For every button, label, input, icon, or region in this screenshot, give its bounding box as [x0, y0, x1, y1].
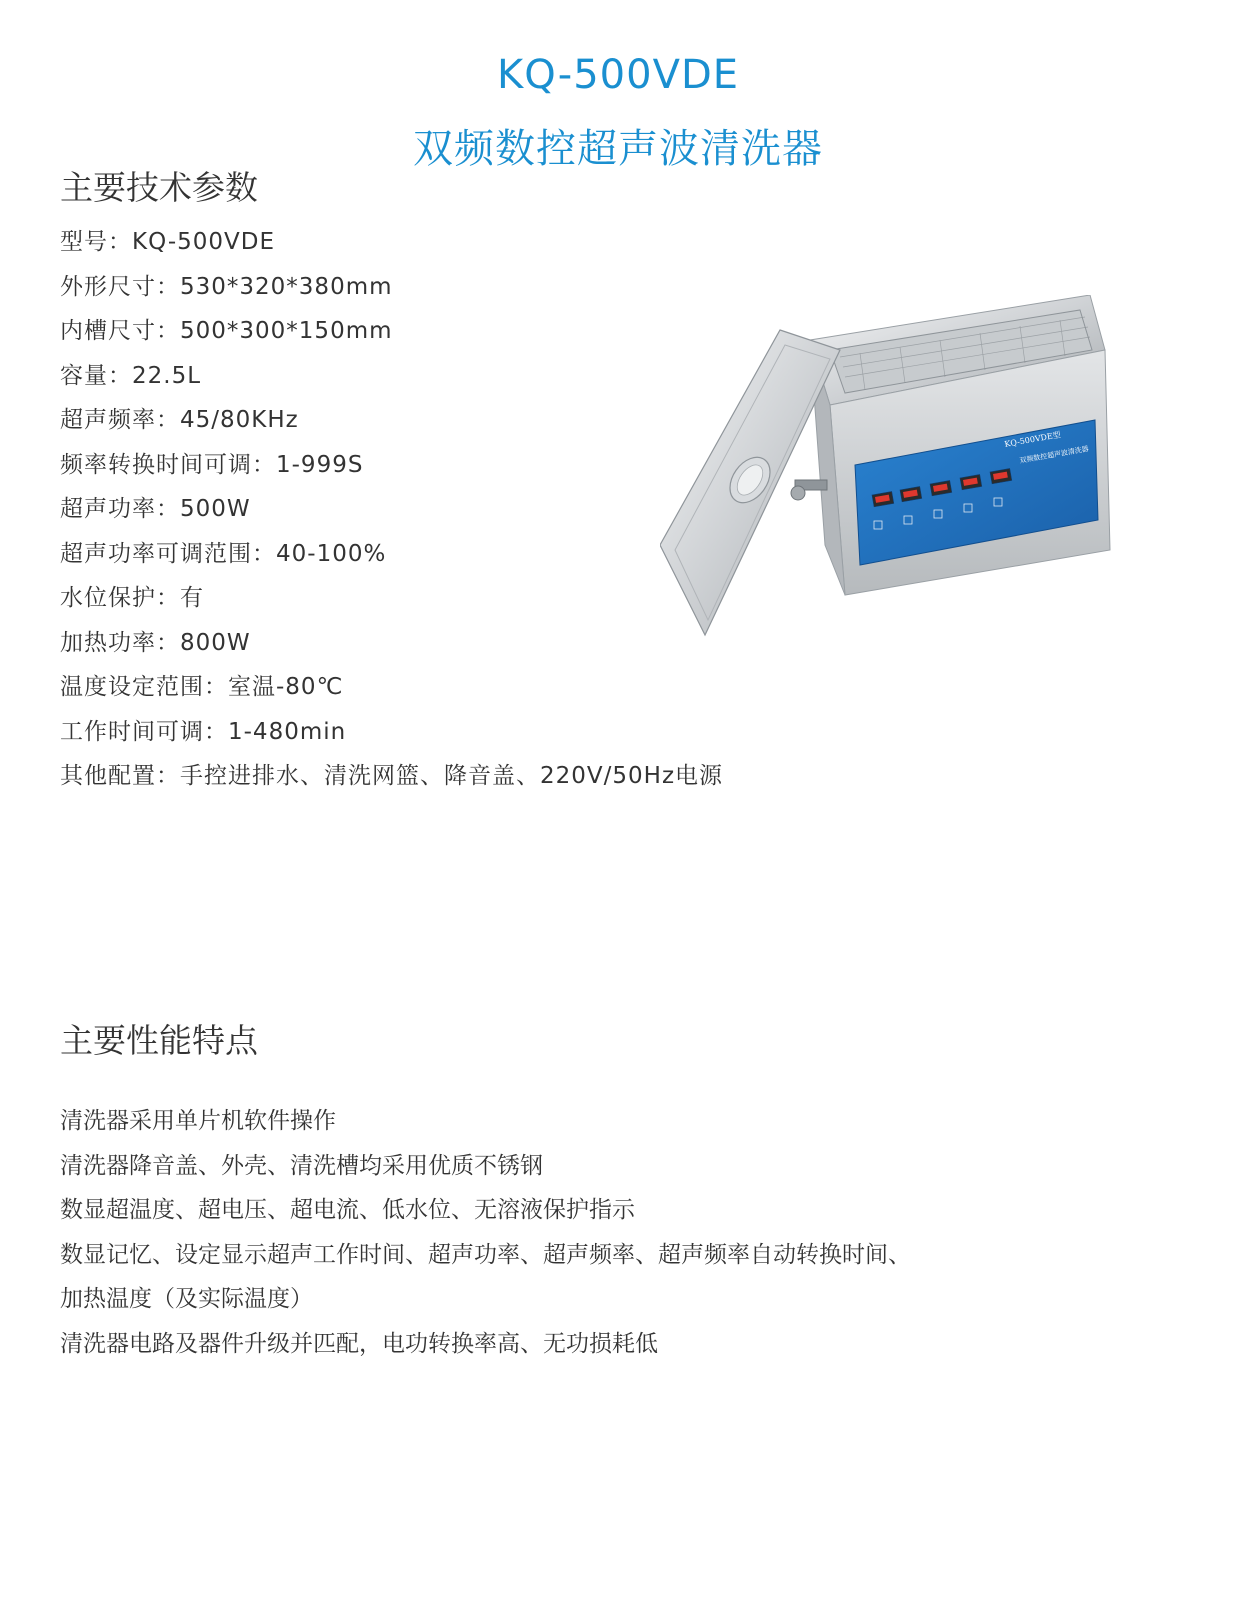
specs-section-title: 主要技术参数	[60, 168, 258, 207]
product-title: 双频数控超声波清洗器	[413, 126, 823, 172]
spec-item: 其他配置：手控进排水、清洗网篮、降音盖、220V/50Hz电源	[60, 763, 724, 789]
spec-item: 超声功率：500W	[60, 496, 251, 522]
spec-item: 水位保护：有	[60, 585, 204, 611]
product-image	[660, 295, 1150, 665]
spec-item: 型号：KQ-500VDE	[60, 229, 276, 255]
panel-product-label: 双频数控超声波清洗器	[1018, 444, 1090, 465]
feature-item: 加热温度（及实际温度）	[60, 1286, 313, 1312]
spec-item: 外形尺寸：530*320*380mm	[60, 273, 393, 300]
features-section-title: 主要性能特点	[60, 1021, 258, 1060]
spec-item: 工作时间可调：1-480min	[60, 718, 347, 745]
feature-item: 清洗器采用单片机软件操作	[60, 1108, 336, 1134]
panel-model-label: KQ-500VDE型	[1003, 430, 1062, 449]
spec-item: 加热功率：800W	[60, 629, 251, 656]
feature-item: 清洗器降音盖、外壳、清洗槽均采用优质不锈钢	[60, 1152, 543, 1179]
spec-item: 频率转换时间可调：1-999S	[60, 451, 364, 478]
feature-item: 数显记忆、设定显示超声工作时间、超声功率、超声频率、超声频率自动转换时间、	[60, 1241, 911, 1268]
feature-item: 数显超温度、超电压、超电流、低水位、无溶液保护指示	[60, 1197, 635, 1223]
spec-item: 容量：22.5L	[60, 362, 202, 389]
spec-item: 内槽尺寸：500*300*150mm	[60, 318, 393, 344]
feature-item: 清洗器电路及器件升级并匹配，电功转换率高、无功损耗低	[60, 1330, 658, 1357]
spec-item: 超声功率可调范围：40-100%	[60, 540, 387, 567]
features-list	[60, 1099, 911, 1366]
model-title: KQ-500VDE	[496, 52, 740, 98]
spec-item: 温度设定范围：室温-80℃	[60, 674, 344, 700]
specs-list	[60, 220, 723, 799]
spec-item: 超声频率：45/80KHz	[60, 407, 299, 433]
